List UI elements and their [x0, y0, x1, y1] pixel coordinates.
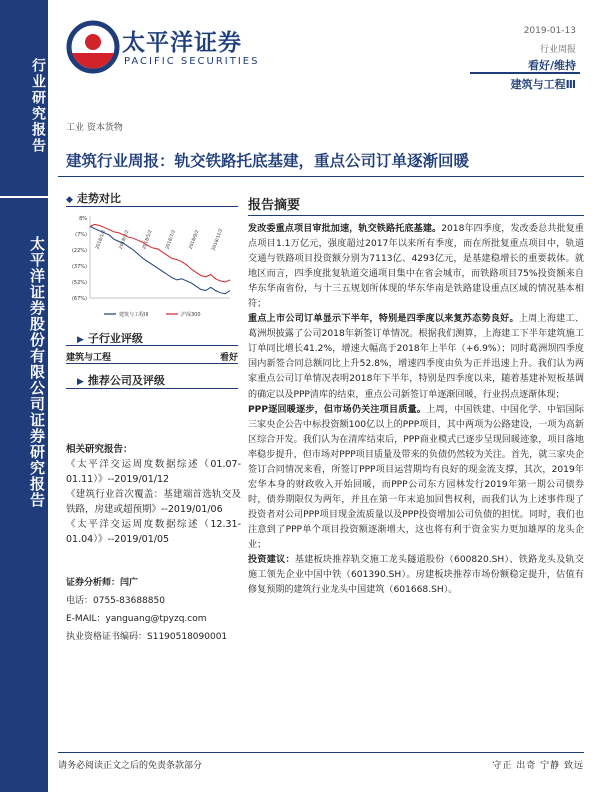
logo-name-cn: 太平洋证券 — [122, 30, 242, 56]
logo-mark-icon — [66, 20, 120, 74]
page-title: 建筑行业周报：轨交铁路托底基建，重点公司订单逐渐回暖 — [66, 152, 470, 170]
recommend-heading: ▶ 推荐公司及评级 — [77, 374, 165, 387]
title-divider — [58, 176, 584, 177]
company-logo — [66, 20, 276, 80]
trend-chart — [64, 210, 238, 328]
footer-divider — [58, 752, 584, 753]
list-item[interactable]: 《太平洋交运周度数据综述（01.07-01.11）》--2019/01/12 — [66, 459, 241, 485]
x-tick-label: 2018/9/2 — [188, 229, 201, 251]
triangle-bullet-icon: ▶ — [77, 335, 84, 345]
x-tick-label: 2018/11/2 — [211, 228, 225, 252]
analyst-heading: 证券分析师：闫广 — [66, 578, 139, 588]
series-line — [90, 227, 230, 294]
sidebar-bottom-text: 太平洋证券股份有限公司证券研究报告 — [28, 236, 46, 508]
series-line — [90, 224, 230, 282]
report-type: 行业周报 — [539, 45, 576, 55]
sidebar-divider — [0, 196, 48, 198]
analyst-email[interactable]: E-MAIL：yanguang@tpyzq.com — [66, 614, 207, 624]
report-rating: 看好/维持 — [527, 59, 576, 72]
industry-name: 建筑与工程 — [66, 353, 112, 363]
summary-paragraph: 投资建议：基建板块推荐轨交施工龙头隧道股份（600820.SH）、铁路龙头及轨交施工领先企业中国中铁（601390.SH）。房建板块推荐市场份额稳定提升，估值有修复预期的建筑行业龙头中国建筑（601668.SH）。 — [248, 555, 584, 596]
y-tick-label: (67%) — [71, 296, 87, 302]
footer-disclaimer: 请务必阅读正文之后的免责条款部分 — [58, 761, 203, 771]
legend-label: 建筑与工程III — [119, 312, 149, 318]
summary-paragraph: 重点上市公司订单显示下半年，特别是四季度以来复苏态势良好。上周上海建工、葛洲坝披露了公司2018年新签订单情况。根据我们测算，上海建工下半年建筑施工订单同比增长41.2%，增速大幅高于2018年上半年（+6.9%）；同时葛洲坝四季度国内新签合同总额同比上升52.8%，增速四季度由负为正并迅速上升。我们认为两家重点公司订单情况表明2018年下半年，特别是四季度以来，随着基建补短板基调的确定以及PPP清库的结束，重点公司新签订单逐渐回暖，行业拐点逐渐体现； — [248, 314, 584, 400]
y-tick-label: (22%) — [71, 248, 87, 254]
triangle-bullet-icon: ▶ — [77, 377, 84, 387]
analyst-info — [66, 574, 241, 646]
x-tick-label: 2018/7/2 — [165, 229, 178, 251]
list-item[interactable]: 《建筑行业首次覆盖：基建端首选轨交及铁路，房建或超预期》--2019/01/06 — [66, 489, 241, 515]
meta-divider — [470, 72, 580, 74]
summary-body — [248, 222, 584, 598]
trend-divider — [66, 206, 238, 207]
trend-heading: ◆ 走势对比 — [66, 192, 121, 205]
report-industry: 建筑与工程Ⅲ — [510, 78, 576, 91]
rating-divider — [66, 345, 238, 346]
rating-bottom-divider — [66, 363, 238, 364]
report-category: 工业 资本货物 — [66, 123, 123, 133]
logo-name-en: PACIFIC SECURITIES — [124, 56, 260, 67]
related-heading: 相关研究报告： — [66, 444, 133, 455]
industry-rating-heading: ▶ 子行业评级 — [77, 332, 143, 345]
summary-paragraph: PPP逐回暖逐步，但市场仍关注项目质量。上周，中国铁建、中国化学、中铝国际三家央企公告中标投资额100亿以上的PPP项目，其中两项为公路建设，一项为高新区综合开发。我们认为在清库结束后，PPP商业模式已逐步呈现回暖迹象，项目落地率稳步提升，但市场对PPP项目质量及带来的负债仍然较为关注。首先，就三家央企签订合同情况来看，所签订PPP项目运营期均有良好的现金流支撑，其次，2019年宏华本身的财政收入开始回暖，而PPP公司东方园林发行2019年第一期公司债券时，债券期限仅为两年，并且在第一年末追加回售权利，而我们认为上述事件现了投资者对公司PPP项目现金流质量以及PPP投资增加公司负债的担忧。同时，我们也注意到了PPP单个项目投资额逐渐增大，这也将有利于资金实力更加雄厚的龙头企业； — [248, 404, 584, 550]
industry-rating-value: 看好 — [219, 353, 238, 363]
sidebar — [0, 0, 48, 792]
related-reports — [66, 442, 241, 547]
summary-heading: 报告摘要 — [248, 198, 301, 213]
x-tick-label: 2018/3/2 — [118, 229, 131, 251]
y-tick-label: (7%) — [75, 232, 87, 238]
sidebar-top-text: 行业研究报告 — [30, 58, 46, 154]
x-tick-label: 2018/5/2 — [142, 229, 154, 251]
table-row — [66, 350, 238, 363]
analyst-license: 执业资格证书编码：S1190518090001 — [66, 632, 228, 642]
y-tick-label: 8% — [79, 216, 87, 222]
list-item[interactable]: 《太平洋交运周度数据综述（12.31-01.04）》--2019/01/05 — [66, 519, 241, 545]
analyst-phone: 电话：0755-83688850 — [66, 596, 165, 606]
y-tick-label: (52%) — [71, 280, 87, 286]
summary-divider — [248, 215, 584, 216]
footer-motto: 守正 出奇 宁静 致远 — [492, 761, 584, 771]
report-date: 2019-01-13 — [523, 26, 576, 36]
summary-paragraph: 发改委重点项目审批加速，轨交铁路托底基建。2018年四季度，发改委总共批复重点项目1.1万亿元，强度超过2017年以来所有季度，而在所批复重点项目中，轨道交通与铁路项目投资额分别为7113亿、4293亿元，是基建稳增长的重要载体。就地区而言，四季度批复轨道交通项目集中在省会城市，而铁路项目75%投资额来自华东华南省份，与十三五规划所体现的华东华南是铁路建设重点区域的情况基本相符； — [248, 224, 584, 310]
x-tick-label: 2018/1/2 — [95, 229, 108, 251]
y-tick-label: (37%) — [71, 264, 87, 270]
legend-label: 沪深300 — [181, 312, 201, 318]
recommend-divider — [66, 388, 238, 389]
triangle-bullet-icon: ◆ — [66, 195, 73, 205]
